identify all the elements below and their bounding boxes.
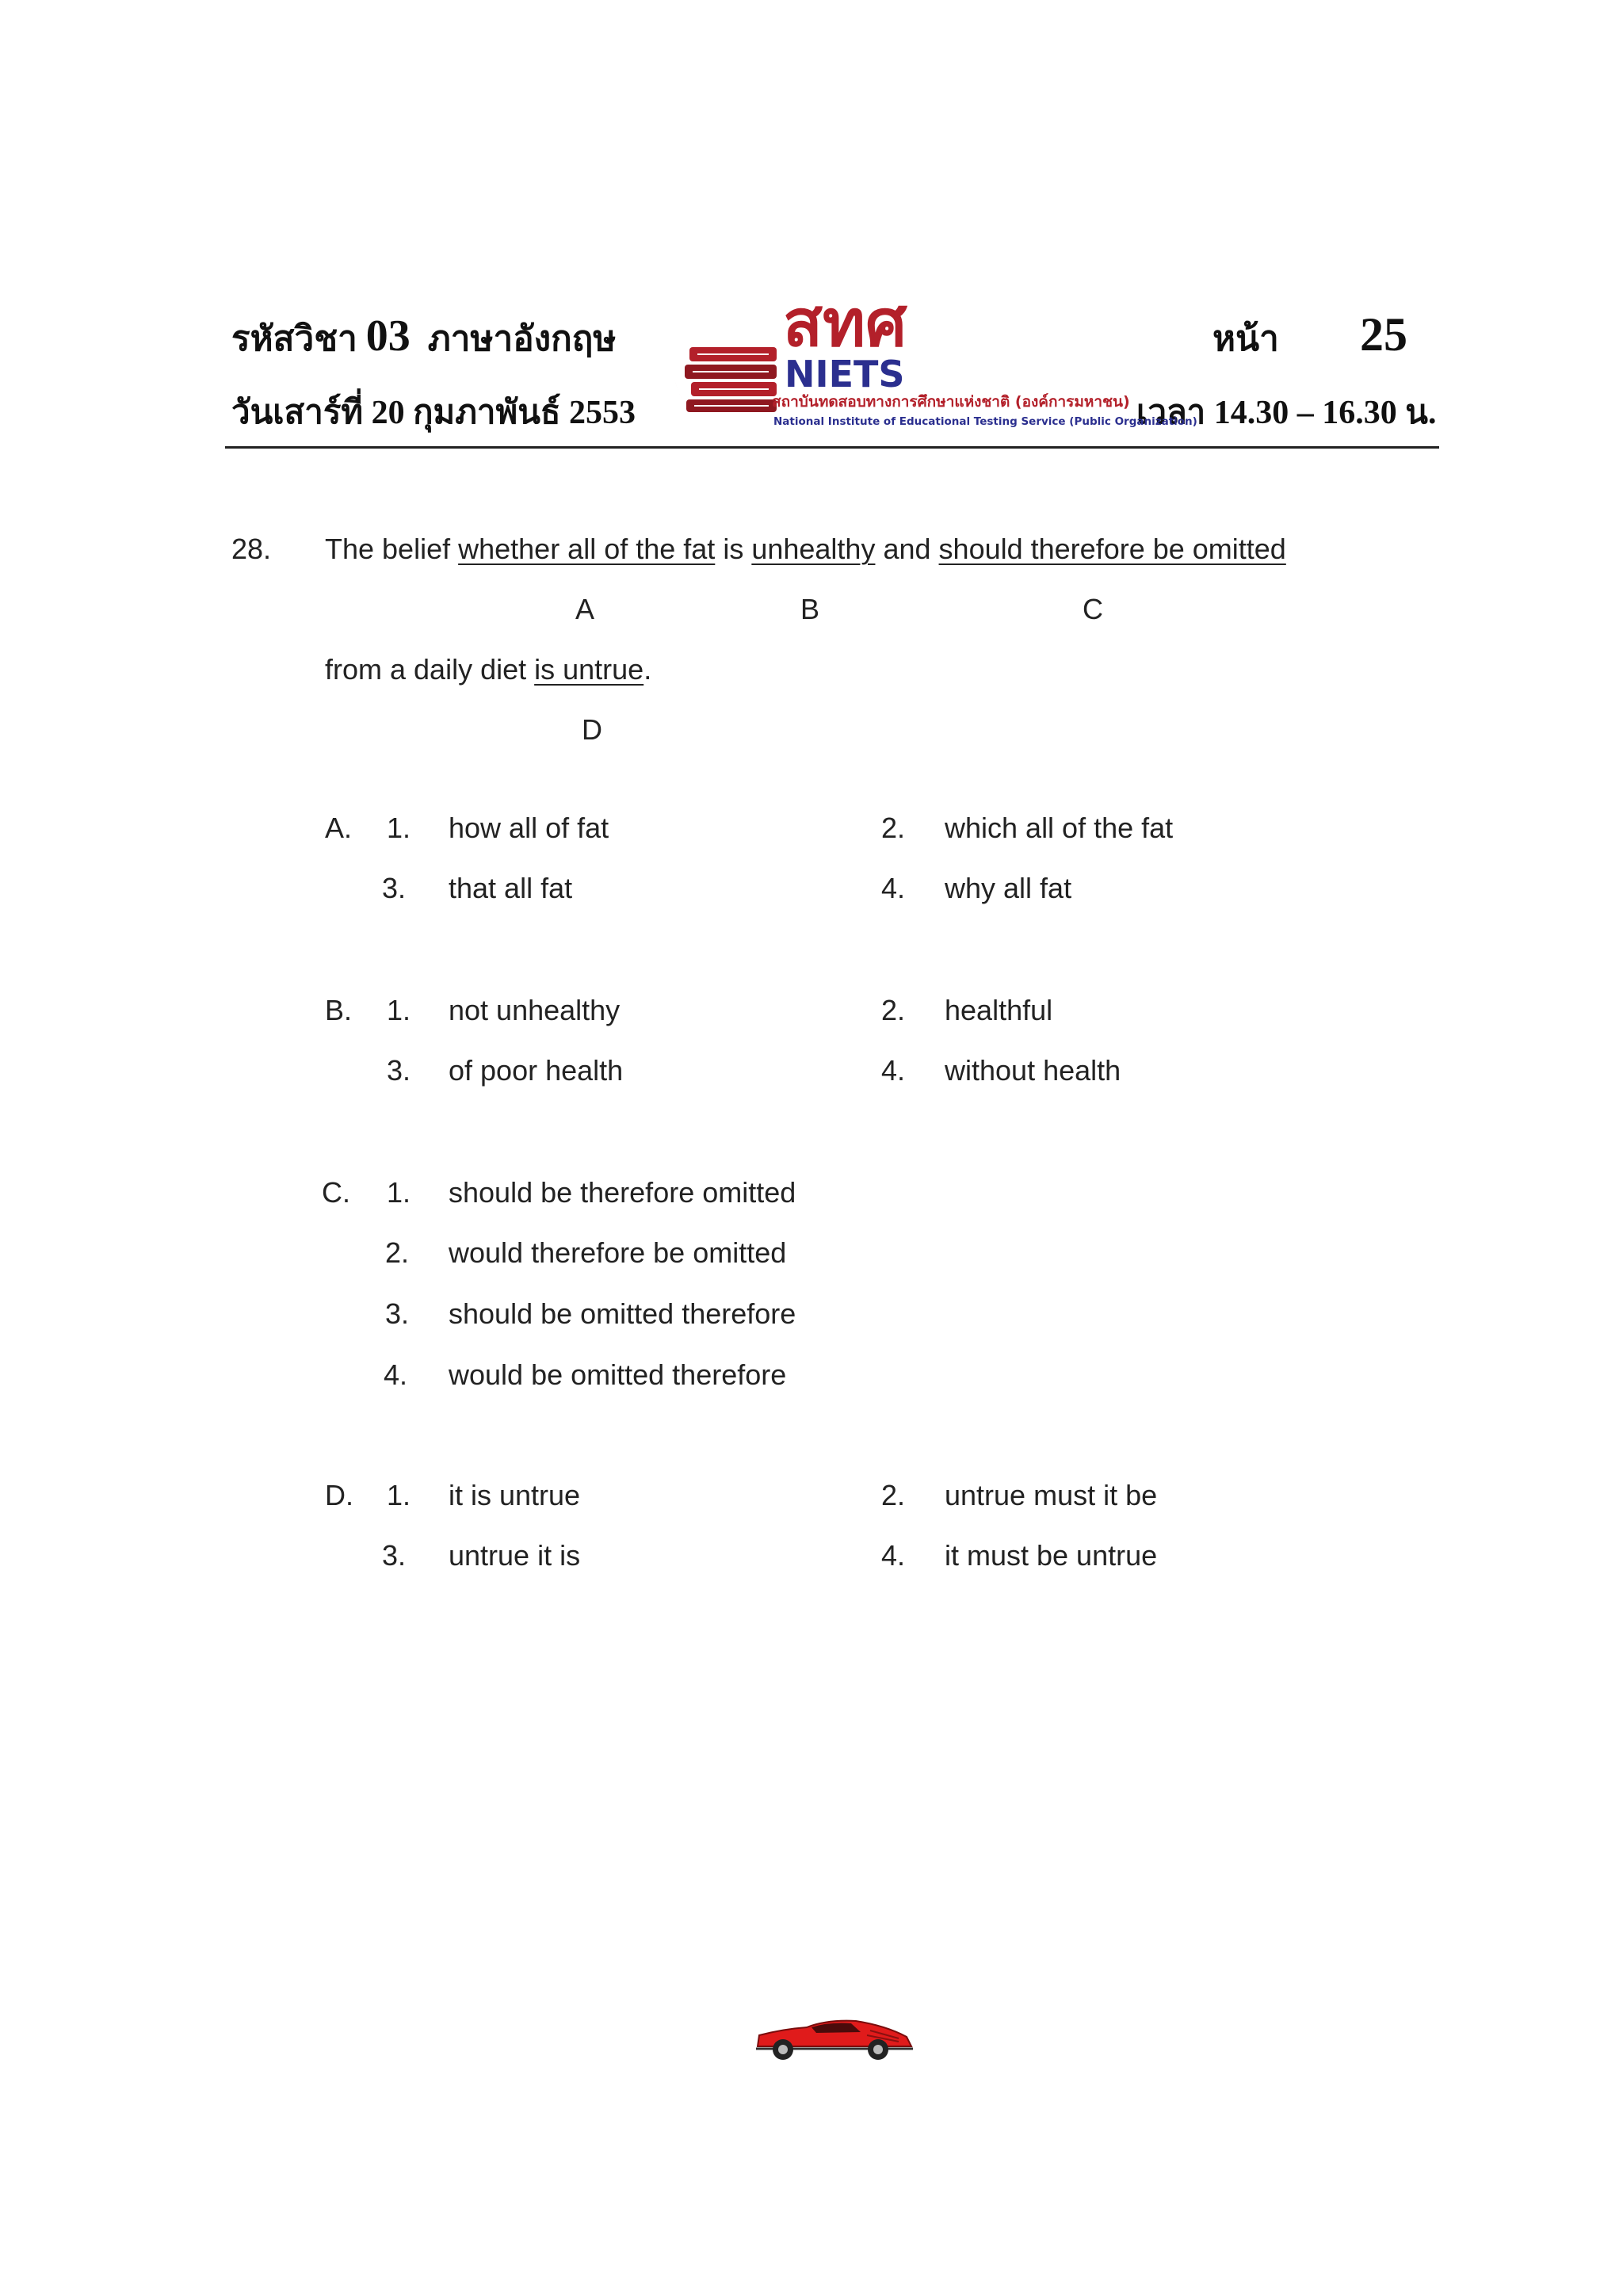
option-c1-number: 1.: [387, 1176, 411, 1209]
option-a-letter: A.: [325, 812, 353, 844]
option-c1-text[interactable]: should be therefore omitted: [449, 1176, 796, 1209]
header-divider: [225, 446, 1439, 449]
option-b4-text[interactable]: without health: [945, 1054, 1121, 1087]
q-text-5: .: [643, 653, 652, 686]
red-sports-car-icon: [751, 2011, 918, 2064]
exam-date: [231, 386, 636, 438]
q-text-2: is: [715, 533, 752, 565]
option-b-letter: B.: [325, 994, 353, 1026]
option-b3-text[interactable]: of poor health: [449, 1054, 624, 1087]
date-month: กุมภาพันธ์: [413, 395, 561, 431]
marker-d: D: [582, 713, 602, 746]
subject-name: ภาษาอังกฤษ: [427, 319, 617, 358]
option-c3-number: 3.: [385, 1297, 410, 1330]
logo-thai-acronym: สทศ: [783, 286, 907, 361]
option-a1-text[interactable]: how all of fat: [449, 812, 609, 844]
q-part-b: unhealthy: [751, 533, 876, 565]
option-a3-number: 3.: [382, 872, 407, 904]
page-number: 25: [1360, 308, 1407, 361]
option-c-letter: C.: [322, 1176, 350, 1209]
q-part-c: should therefore be omitted: [938, 533, 1286, 565]
q-part-a: whether all of the fat: [458, 533, 716, 565]
option-c4-number: 4.: [384, 1358, 408, 1391]
marker-c: C: [1083, 593, 1103, 625]
option-a1-number: 1.: [387, 812, 411, 844]
option-a2-number: 2.: [881, 812, 906, 844]
date-year: 2553: [569, 395, 636, 431]
marker-a: A: [575, 593, 595, 625]
option-b3-number: 3.: [387, 1054, 411, 1087]
option-b1-number: 1.: [387, 994, 411, 1026]
niets-logo: [650, 286, 1197, 434]
code-number: 03: [365, 311, 411, 361]
option-d1-number: 1.: [387, 1479, 411, 1511]
q-part-d: is untrue: [534, 653, 644, 686]
option-d-letter: D.: [325, 1479, 353, 1511]
option-d4-number: 4.: [881, 1539, 906, 1572]
question-number: 28.: [231, 533, 272, 565]
option-b2-number: 2.: [881, 994, 906, 1026]
option-a4-number: 4.: [881, 872, 906, 904]
q-text-1: The belief: [325, 533, 459, 565]
logo-english-name: National Institute of Educational Testing Service (Public Organization): [773, 415, 1197, 428]
option-c4-text[interactable]: would be omitted therefore: [449, 1358, 787, 1391]
option-d1-text[interactable]: it is untrue: [449, 1479, 581, 1511]
option-a3-text[interactable]: that all fat: [449, 872, 573, 904]
book-stack-icon: [685, 347, 777, 412]
option-b2-text[interactable]: healthful: [945, 994, 1053, 1026]
option-a2-text[interactable]: which all of the fat: [945, 812, 1174, 844]
question-line-2: [325, 653, 651, 686]
option-c2-number: 2.: [385, 1236, 410, 1269]
option-c2-text[interactable]: would therefore be omitted: [449, 1236, 787, 1269]
exam-time: เวลา 14.30 – 16.30 น.: [1136, 395, 1437, 431]
option-d2-number: 2.: [881, 1479, 906, 1511]
date-day: วันเสาร์ที่: [231, 395, 364, 431]
logo-thai-name: สถาบันทดสอบทางการศึกษาแห่งชาติ (องค์การมหาชน): [772, 393, 1130, 411]
option-b1-text[interactable]: not unhealthy: [449, 994, 621, 1026]
marker-b: B: [800, 593, 820, 625]
option-d3-text[interactable]: untrue it is: [449, 1539, 581, 1572]
code-label: รหัสวิชา: [231, 319, 357, 358]
q-text-4: from a daily diet: [325, 653, 535, 686]
q-text-3: and: [875, 533, 939, 565]
option-a4-text[interactable]: why all fat: [945, 872, 1072, 904]
option-c3-text[interactable]: should be omitted therefore: [449, 1297, 796, 1330]
logo-acronym: NIETS: [785, 353, 905, 395]
option-d4-text[interactable]: it must be untrue: [945, 1539, 1158, 1572]
option-d2-text[interactable]: untrue must it be: [945, 1479, 1158, 1511]
question-line-1: [325, 533, 1286, 566]
date-num: 20: [371, 395, 405, 431]
option-d3-number: 3.: [382, 1539, 407, 1572]
option-b4-number: 4.: [881, 1054, 906, 1087]
subject-code: [231, 311, 616, 366]
page-label: หน้า: [1212, 319, 1279, 358]
